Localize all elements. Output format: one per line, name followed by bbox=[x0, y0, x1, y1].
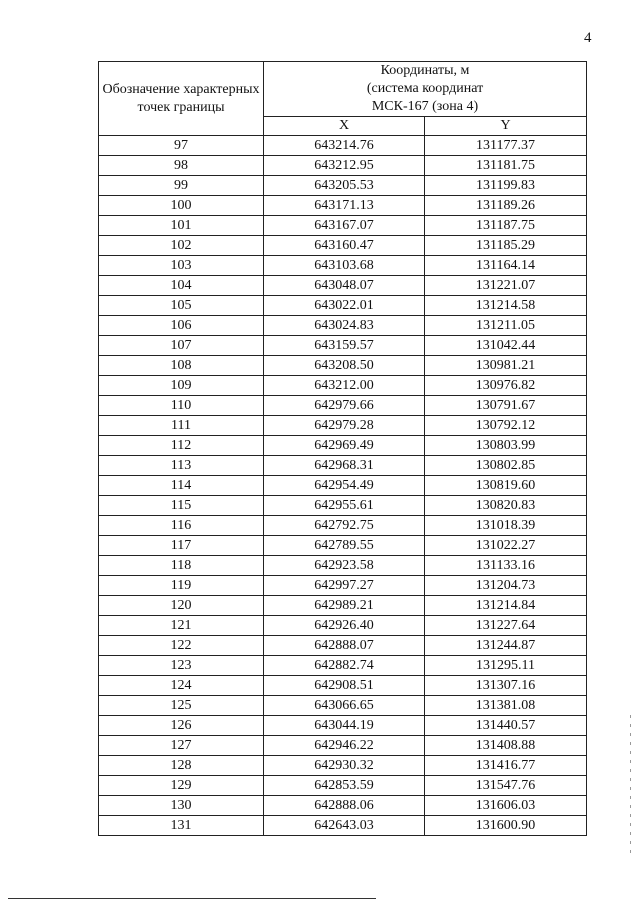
table-row bbox=[99, 576, 587, 596]
table-row bbox=[99, 216, 587, 236]
table-row bbox=[99, 556, 587, 576]
bottom-divider-line bbox=[8, 898, 376, 899]
coordinates-column-header bbox=[264, 62, 587, 117]
y-coordinate-cell: 131018.39 bbox=[425, 516, 587, 536]
x-coordinate-cell: 643212.95 bbox=[264, 156, 425, 176]
x-coordinate-cell: 643048.07 bbox=[264, 276, 425, 296]
table-row bbox=[99, 136, 587, 156]
x-coordinate-cell: 643160.47 bbox=[264, 236, 425, 256]
point-id-cell: 113 bbox=[99, 456, 264, 476]
x-coordinate-cell: 643044.19 bbox=[264, 716, 425, 736]
x-coordinate-cell: 643208.50 bbox=[264, 356, 425, 376]
y-coordinate-cell: 131244.87 bbox=[425, 636, 587, 656]
y-coordinate-cell: 131214.58 bbox=[425, 296, 587, 316]
table-row bbox=[99, 296, 587, 316]
y-coordinate-cell: 130791.67 bbox=[425, 396, 587, 416]
point-id-cell: 117 bbox=[99, 536, 264, 556]
y-coordinate-cell: 131164.14 bbox=[425, 256, 587, 276]
table-row bbox=[99, 516, 587, 536]
point-id-cell: 121 bbox=[99, 616, 264, 636]
scan-edge-mark bbox=[630, 715, 631, 855]
y-coordinate-cell: 130819.60 bbox=[425, 476, 587, 496]
table-row bbox=[99, 616, 587, 636]
y-coordinate-cell: 131204.73 bbox=[425, 576, 587, 596]
point-id-cell: 123 bbox=[99, 656, 264, 676]
x-coordinate-cell: 642923.58 bbox=[264, 556, 425, 576]
point-id-cell: 118 bbox=[99, 556, 264, 576]
point-id-cell: 129 bbox=[99, 776, 264, 796]
coordinates-header-line-2: (система координат bbox=[366, 81, 484, 96]
x-coordinate-cell: 643024.83 bbox=[264, 316, 425, 336]
point-id-cell: 112 bbox=[99, 436, 264, 456]
y-coordinate-cell: 131189.26 bbox=[425, 196, 587, 216]
x-coordinate-cell: 643171.13 bbox=[264, 196, 425, 216]
table-row bbox=[99, 756, 587, 776]
x-coordinate-cell: 642954.49 bbox=[264, 476, 425, 496]
page-number: 4 bbox=[584, 30, 592, 46]
point-id-cell: 131 bbox=[99, 816, 264, 836]
table-body bbox=[99, 136, 587, 836]
point-id-cell: 106 bbox=[99, 316, 264, 336]
x-coordinate-cell: 642979.28 bbox=[264, 416, 425, 436]
x-coordinate-cell: 643167.07 bbox=[264, 216, 425, 236]
point-id-cell: 114 bbox=[99, 476, 264, 496]
coordinates-header-line-1: Координаты, м bbox=[380, 63, 470, 78]
table-row bbox=[99, 436, 587, 456]
y-coordinate-cell: 131022.27 bbox=[425, 536, 587, 556]
coordinates-header-line-3: МСК-167 (зона 4) bbox=[371, 99, 479, 114]
y-coordinate-cell: 131408.88 bbox=[425, 736, 587, 756]
table-row bbox=[99, 596, 587, 616]
point-id-cell: 116 bbox=[99, 516, 264, 536]
point-id-cell: 120 bbox=[99, 596, 264, 616]
table-row bbox=[99, 676, 587, 696]
table-row bbox=[99, 716, 587, 736]
point-id-cell: 126 bbox=[99, 716, 264, 736]
point-id-cell: 128 bbox=[99, 756, 264, 776]
y-coordinate-cell: 131307.16 bbox=[425, 676, 587, 696]
x-coordinate-cell: 642888.07 bbox=[264, 636, 425, 656]
table-row bbox=[99, 256, 587, 276]
x-coordinate-cell: 642968.31 bbox=[264, 456, 425, 476]
x-coordinate-cell: 643022.01 bbox=[264, 296, 425, 316]
x-coordinate-cell: 642908.51 bbox=[264, 676, 425, 696]
y-coordinate-cell: 131214.84 bbox=[425, 596, 587, 616]
table-row bbox=[99, 636, 587, 656]
y-coordinate-cell: 131227.64 bbox=[425, 616, 587, 636]
x-coordinate-cell: 642997.27 bbox=[264, 576, 425, 596]
table-row bbox=[99, 496, 587, 516]
table-row bbox=[99, 736, 587, 756]
y-coordinate-cell: 130976.82 bbox=[425, 376, 587, 396]
y-coordinate-cell: 130792.12 bbox=[425, 416, 587, 436]
x-coordinate-cell: 642789.55 bbox=[264, 536, 425, 556]
table-row bbox=[99, 656, 587, 676]
table-row bbox=[99, 816, 587, 836]
coordinates-table bbox=[98, 61, 587, 836]
table-row bbox=[99, 156, 587, 176]
x-coordinate-cell: 643159.57 bbox=[264, 336, 425, 356]
x-coordinate-cell: 643103.68 bbox=[264, 256, 425, 276]
point-id-cell: 104 bbox=[99, 276, 264, 296]
x-coordinate-cell: 642643.03 bbox=[264, 816, 425, 836]
point-id-cell: 98 bbox=[99, 156, 264, 176]
point-id-cell: 110 bbox=[99, 396, 264, 416]
point-id-cell: 101 bbox=[99, 216, 264, 236]
y-coordinate-cell: 131177.37 bbox=[425, 136, 587, 156]
table-row bbox=[99, 396, 587, 416]
point-id-cell: 119 bbox=[99, 576, 264, 596]
table-row bbox=[99, 316, 587, 336]
y-coordinate-cell: 131187.75 bbox=[425, 216, 587, 236]
y-coordinate-cell: 131181.75 bbox=[425, 156, 587, 176]
y-coordinate-cell: 131185.29 bbox=[425, 236, 587, 256]
table-row bbox=[99, 536, 587, 556]
table-row bbox=[99, 356, 587, 376]
table-row bbox=[99, 236, 587, 256]
point-id-cell: 105 bbox=[99, 296, 264, 316]
x-coordinate-cell: 642946.22 bbox=[264, 736, 425, 756]
x-coordinate-cell: 643214.76 bbox=[264, 136, 425, 156]
x-coordinate-cell: 642853.59 bbox=[264, 776, 425, 796]
y-coordinate-cell: 131199.83 bbox=[425, 176, 587, 196]
point-id-cell: 108 bbox=[99, 356, 264, 376]
y-coordinate-cell: 131416.77 bbox=[425, 756, 587, 776]
y-coordinate-cell: 131381.08 bbox=[425, 696, 587, 716]
point-id-cell: 127 bbox=[99, 736, 264, 756]
x-coordinate-cell: 642930.32 bbox=[264, 756, 425, 776]
y-coordinate-cell: 131606.03 bbox=[425, 796, 587, 816]
x-column-header: X bbox=[264, 117, 425, 136]
table-row bbox=[99, 456, 587, 476]
y-coordinate-cell: 131600.90 bbox=[425, 816, 587, 836]
table-row bbox=[99, 276, 587, 296]
y-column-header: Y bbox=[425, 117, 587, 136]
table-row bbox=[99, 196, 587, 216]
y-coordinate-cell: 131133.16 bbox=[425, 556, 587, 576]
point-id-cell: 103 bbox=[99, 256, 264, 276]
table-row bbox=[99, 476, 587, 496]
y-coordinate-cell: 131440.57 bbox=[425, 716, 587, 736]
y-coordinate-cell: 131295.11 bbox=[425, 656, 587, 676]
point-id-cell: 97 bbox=[99, 136, 264, 156]
y-coordinate-cell: 131547.76 bbox=[425, 776, 587, 796]
x-coordinate-cell: 642882.74 bbox=[264, 656, 425, 676]
table-row bbox=[99, 176, 587, 196]
x-coordinate-cell: 642888.06 bbox=[264, 796, 425, 816]
x-coordinate-cell: 643066.65 bbox=[264, 696, 425, 716]
y-coordinate-cell: 130803.99 bbox=[425, 436, 587, 456]
y-coordinate-cell: 131211.05 bbox=[425, 316, 587, 336]
point-id-cell: 125 bbox=[99, 696, 264, 716]
x-coordinate-cell: 642926.40 bbox=[264, 616, 425, 636]
table-row bbox=[99, 796, 587, 816]
x-coordinate-cell: 643212.00 bbox=[264, 376, 425, 396]
y-coordinate-cell: 131042.44 bbox=[425, 336, 587, 356]
y-coordinate-cell: 130820.83 bbox=[425, 496, 587, 516]
x-coordinate-cell: 643205.53 bbox=[264, 176, 425, 196]
y-coordinate-cell: 130802.85 bbox=[425, 456, 587, 476]
x-coordinate-cell: 642989.21 bbox=[264, 596, 425, 616]
y-coordinate-cell: 130981.21 bbox=[425, 356, 587, 376]
x-coordinate-cell: 642979.66 bbox=[264, 396, 425, 416]
point-id-cell: 130 bbox=[99, 796, 264, 816]
point-id-cell: 100 bbox=[99, 196, 264, 216]
point-column-header: Обозначение характерных точек границы bbox=[99, 62, 264, 136]
point-id-cell: 124 bbox=[99, 676, 264, 696]
table-row bbox=[99, 696, 587, 716]
x-coordinate-cell: 642955.61 bbox=[264, 496, 425, 516]
point-id-cell: 99 bbox=[99, 176, 264, 196]
point-id-cell: 109 bbox=[99, 376, 264, 396]
point-id-cell: 102 bbox=[99, 236, 264, 256]
table-row bbox=[99, 336, 587, 356]
point-id-cell: 111 bbox=[99, 416, 264, 436]
point-id-cell: 115 bbox=[99, 496, 264, 516]
point-id-cell: 107 bbox=[99, 336, 264, 356]
table-row bbox=[99, 416, 587, 436]
point-id-cell: 122 bbox=[99, 636, 264, 656]
table-row bbox=[99, 376, 587, 396]
x-coordinate-cell: 642792.75 bbox=[264, 516, 425, 536]
table-row bbox=[99, 776, 587, 796]
x-coordinate-cell: 642969.49 bbox=[264, 436, 425, 456]
y-coordinate-cell: 131221.07 bbox=[425, 276, 587, 296]
